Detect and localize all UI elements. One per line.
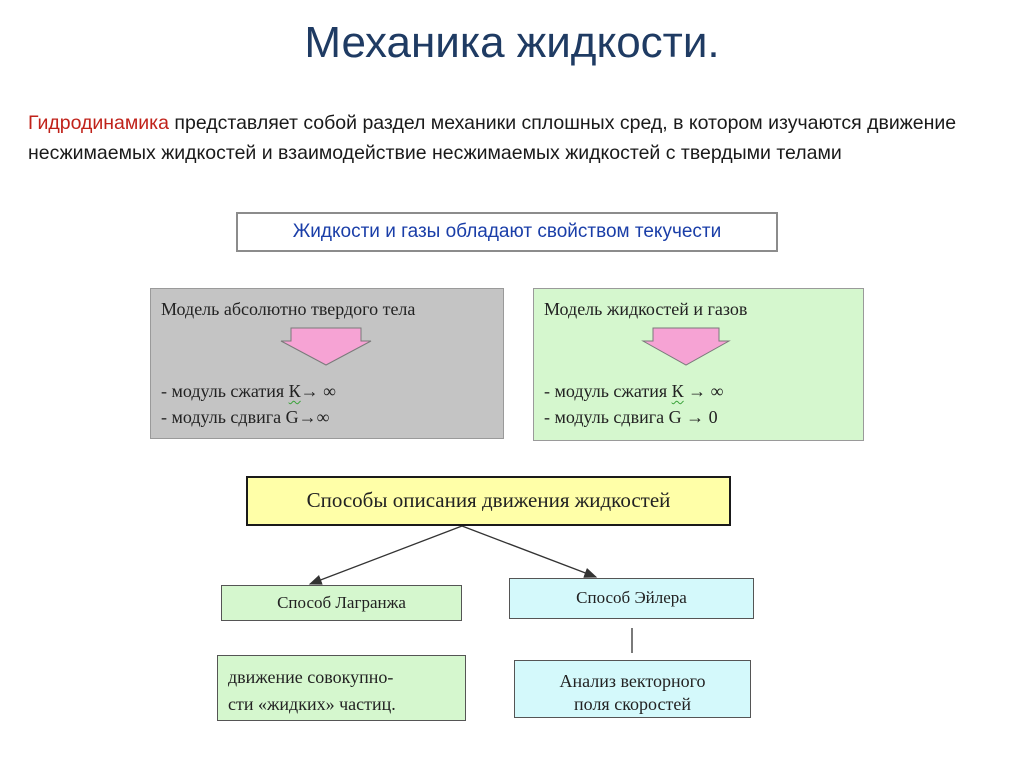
slide-title: Механика жидкости. xyxy=(304,18,720,67)
euler-method-box: Способ Эйлера xyxy=(509,578,754,619)
lagrange-desc-line-1: движение совокупно- xyxy=(228,667,394,687)
intro-term: Гидродинамика xyxy=(28,112,169,134)
fluid-compression-suffix: → ∞ xyxy=(683,381,724,401)
fluid-model-title: Модель жидкостей и газов xyxy=(544,299,748,319)
solid-compression-prefix: - модуль сжатия xyxy=(161,381,289,401)
fluidity-note: Жидкости и газы обладают свойством текучести xyxy=(236,212,778,252)
euler-desc-line-2: поля скоростей xyxy=(574,694,691,714)
euler-desc-line-1: Анализ векторного xyxy=(559,671,706,691)
lagrange-method-box: Способ Лагранжа xyxy=(221,585,462,621)
euler-description-box xyxy=(514,660,751,718)
solid-shear-modulus: - модуль сдвига G→∞ xyxy=(161,407,330,427)
fluid-compression-prefix: - модуль сжатия xyxy=(544,381,672,401)
solid-model-title: Модель абсолютно твердого тела xyxy=(161,299,416,319)
fluid-compression-symbol: К xyxy=(671,381,684,401)
fluid-shear-modulus: - модуль сдвига G → 0 xyxy=(544,407,718,427)
intro-text: представляет собой раздел механики сплошных сред, в котором изучаются движение несжимаемых жидкостей и взаимодействие несжимаемых жидкостей с твердыми телами xyxy=(28,112,957,164)
solid-compression-suffix: → ∞ xyxy=(300,381,337,401)
lagrange-description-box xyxy=(217,655,466,721)
solid-compression-symbol: К xyxy=(288,381,301,401)
connector-to-lagrange xyxy=(310,526,462,584)
connector-to-euler xyxy=(462,526,596,577)
lagrange-desc-line-2: сти «жидких» частиц. xyxy=(228,694,396,714)
description-methods-box: Способы описания движения жидкостей xyxy=(246,476,731,526)
